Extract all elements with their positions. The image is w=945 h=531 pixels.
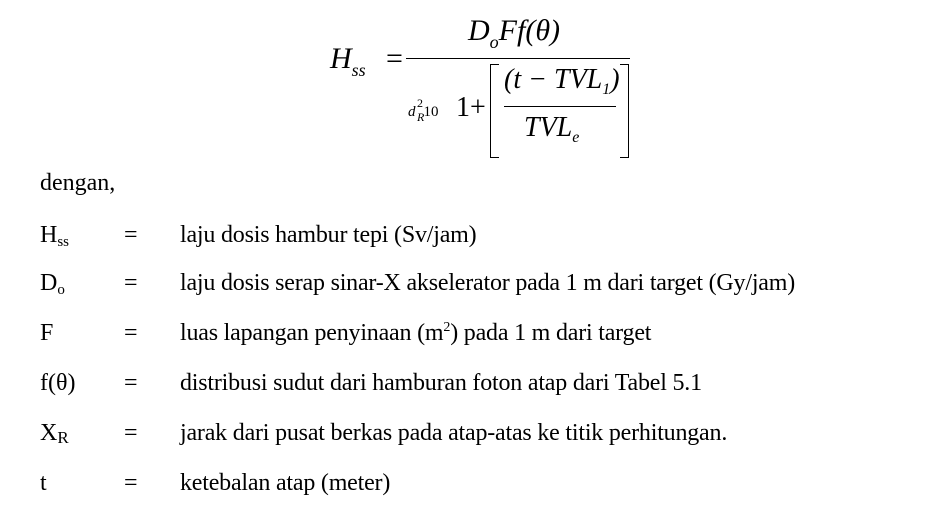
symbol-subscript: ss bbox=[57, 234, 70, 250]
symbol-subscript: R bbox=[57, 428, 69, 447]
formula-equals: = bbox=[386, 42, 403, 75]
symbol-main: H bbox=[40, 222, 58, 248]
denominator-plus: + bbox=[470, 92, 486, 123]
inner-denominator bbox=[524, 112, 579, 147]
denominator-ten: 10 bbox=[423, 104, 439, 120]
numerator-rest: Ff(θ) bbox=[498, 14, 561, 47]
definition-equals: = bbox=[124, 420, 138, 446]
description-pre: luas lapangan penyinaan (m bbox=[180, 320, 444, 346]
inner-numerator-close: ) bbox=[610, 64, 620, 95]
intro-text: dengan, bbox=[40, 170, 116, 196]
symbol-subscript: o bbox=[57, 282, 65, 298]
formula-lhs bbox=[330, 42, 366, 81]
inner-numerator-main: (t − TVL bbox=[504, 64, 603, 95]
definition-description: laju dosis serap sinar-X akselerator pada 1 m dari target (Gy/jam) bbox=[180, 270, 795, 296]
symbol-main: F bbox=[40, 320, 54, 346]
definition-equals: = bbox=[124, 222, 138, 248]
inner-denominator-main: TVL bbox=[524, 112, 573, 143]
definition-description: ketebalan atap (meter) bbox=[180, 470, 391, 496]
definition-equals: = bbox=[124, 270, 138, 296]
formula bbox=[330, 14, 630, 154]
numerator-d-subscript: o bbox=[489, 32, 499, 52]
definition-symbol bbox=[40, 222, 69, 251]
formula-fraction-bar bbox=[406, 58, 630, 59]
definition-symbol: f(θ) bbox=[40, 370, 76, 396]
symbol-main: D bbox=[40, 270, 58, 296]
description-superscript: 2 bbox=[443, 320, 451, 335]
definition-description: distribusi sudut dari hamburan foton atap dari Tabel 5.1 bbox=[180, 370, 702, 396]
numerator-d: D bbox=[468, 14, 490, 47]
definition-equals: = bbox=[124, 470, 138, 496]
denominator-one: 1 bbox=[456, 92, 470, 123]
formula-lhs-symbol: H bbox=[330, 42, 352, 75]
symbol-main: X bbox=[40, 420, 58, 446]
definition-symbol: t bbox=[40, 470, 47, 496]
definition-description bbox=[180, 320, 651, 347]
definition-symbol bbox=[40, 270, 65, 299]
denominator-prefix bbox=[408, 96, 439, 124]
inner-fraction-bar bbox=[504, 106, 616, 107]
definition-description: laju dosis hambur tepi (Sv/jam) bbox=[180, 222, 477, 248]
description-post: ) pada 1 m dari target bbox=[450, 320, 652, 346]
formula-lhs-subscript: ss bbox=[351, 60, 366, 80]
definition-equals: = bbox=[124, 320, 138, 346]
formula-denominator bbox=[408, 64, 630, 154]
denominator-d-superscript: 2 bbox=[417, 96, 423, 110]
denominator-d: d bbox=[408, 104, 416, 120]
definition-symbol bbox=[40, 320, 53, 347]
formula-numerator bbox=[468, 14, 560, 53]
inner-numerator-subscript: 1 bbox=[602, 81, 611, 98]
definition-symbol bbox=[40, 420, 69, 448]
inner-denominator-subscript: e bbox=[572, 129, 580, 146]
definition-description: jarak dari pusat berkas pada atap-atas ke titik perhitungan. bbox=[180, 420, 728, 446]
inner-numerator bbox=[504, 64, 620, 99]
definition-equals: = bbox=[124, 370, 138, 396]
right-bracket bbox=[620, 64, 629, 158]
denominator-d-subscript: R bbox=[417, 110, 425, 124]
left-bracket bbox=[490, 64, 499, 158]
